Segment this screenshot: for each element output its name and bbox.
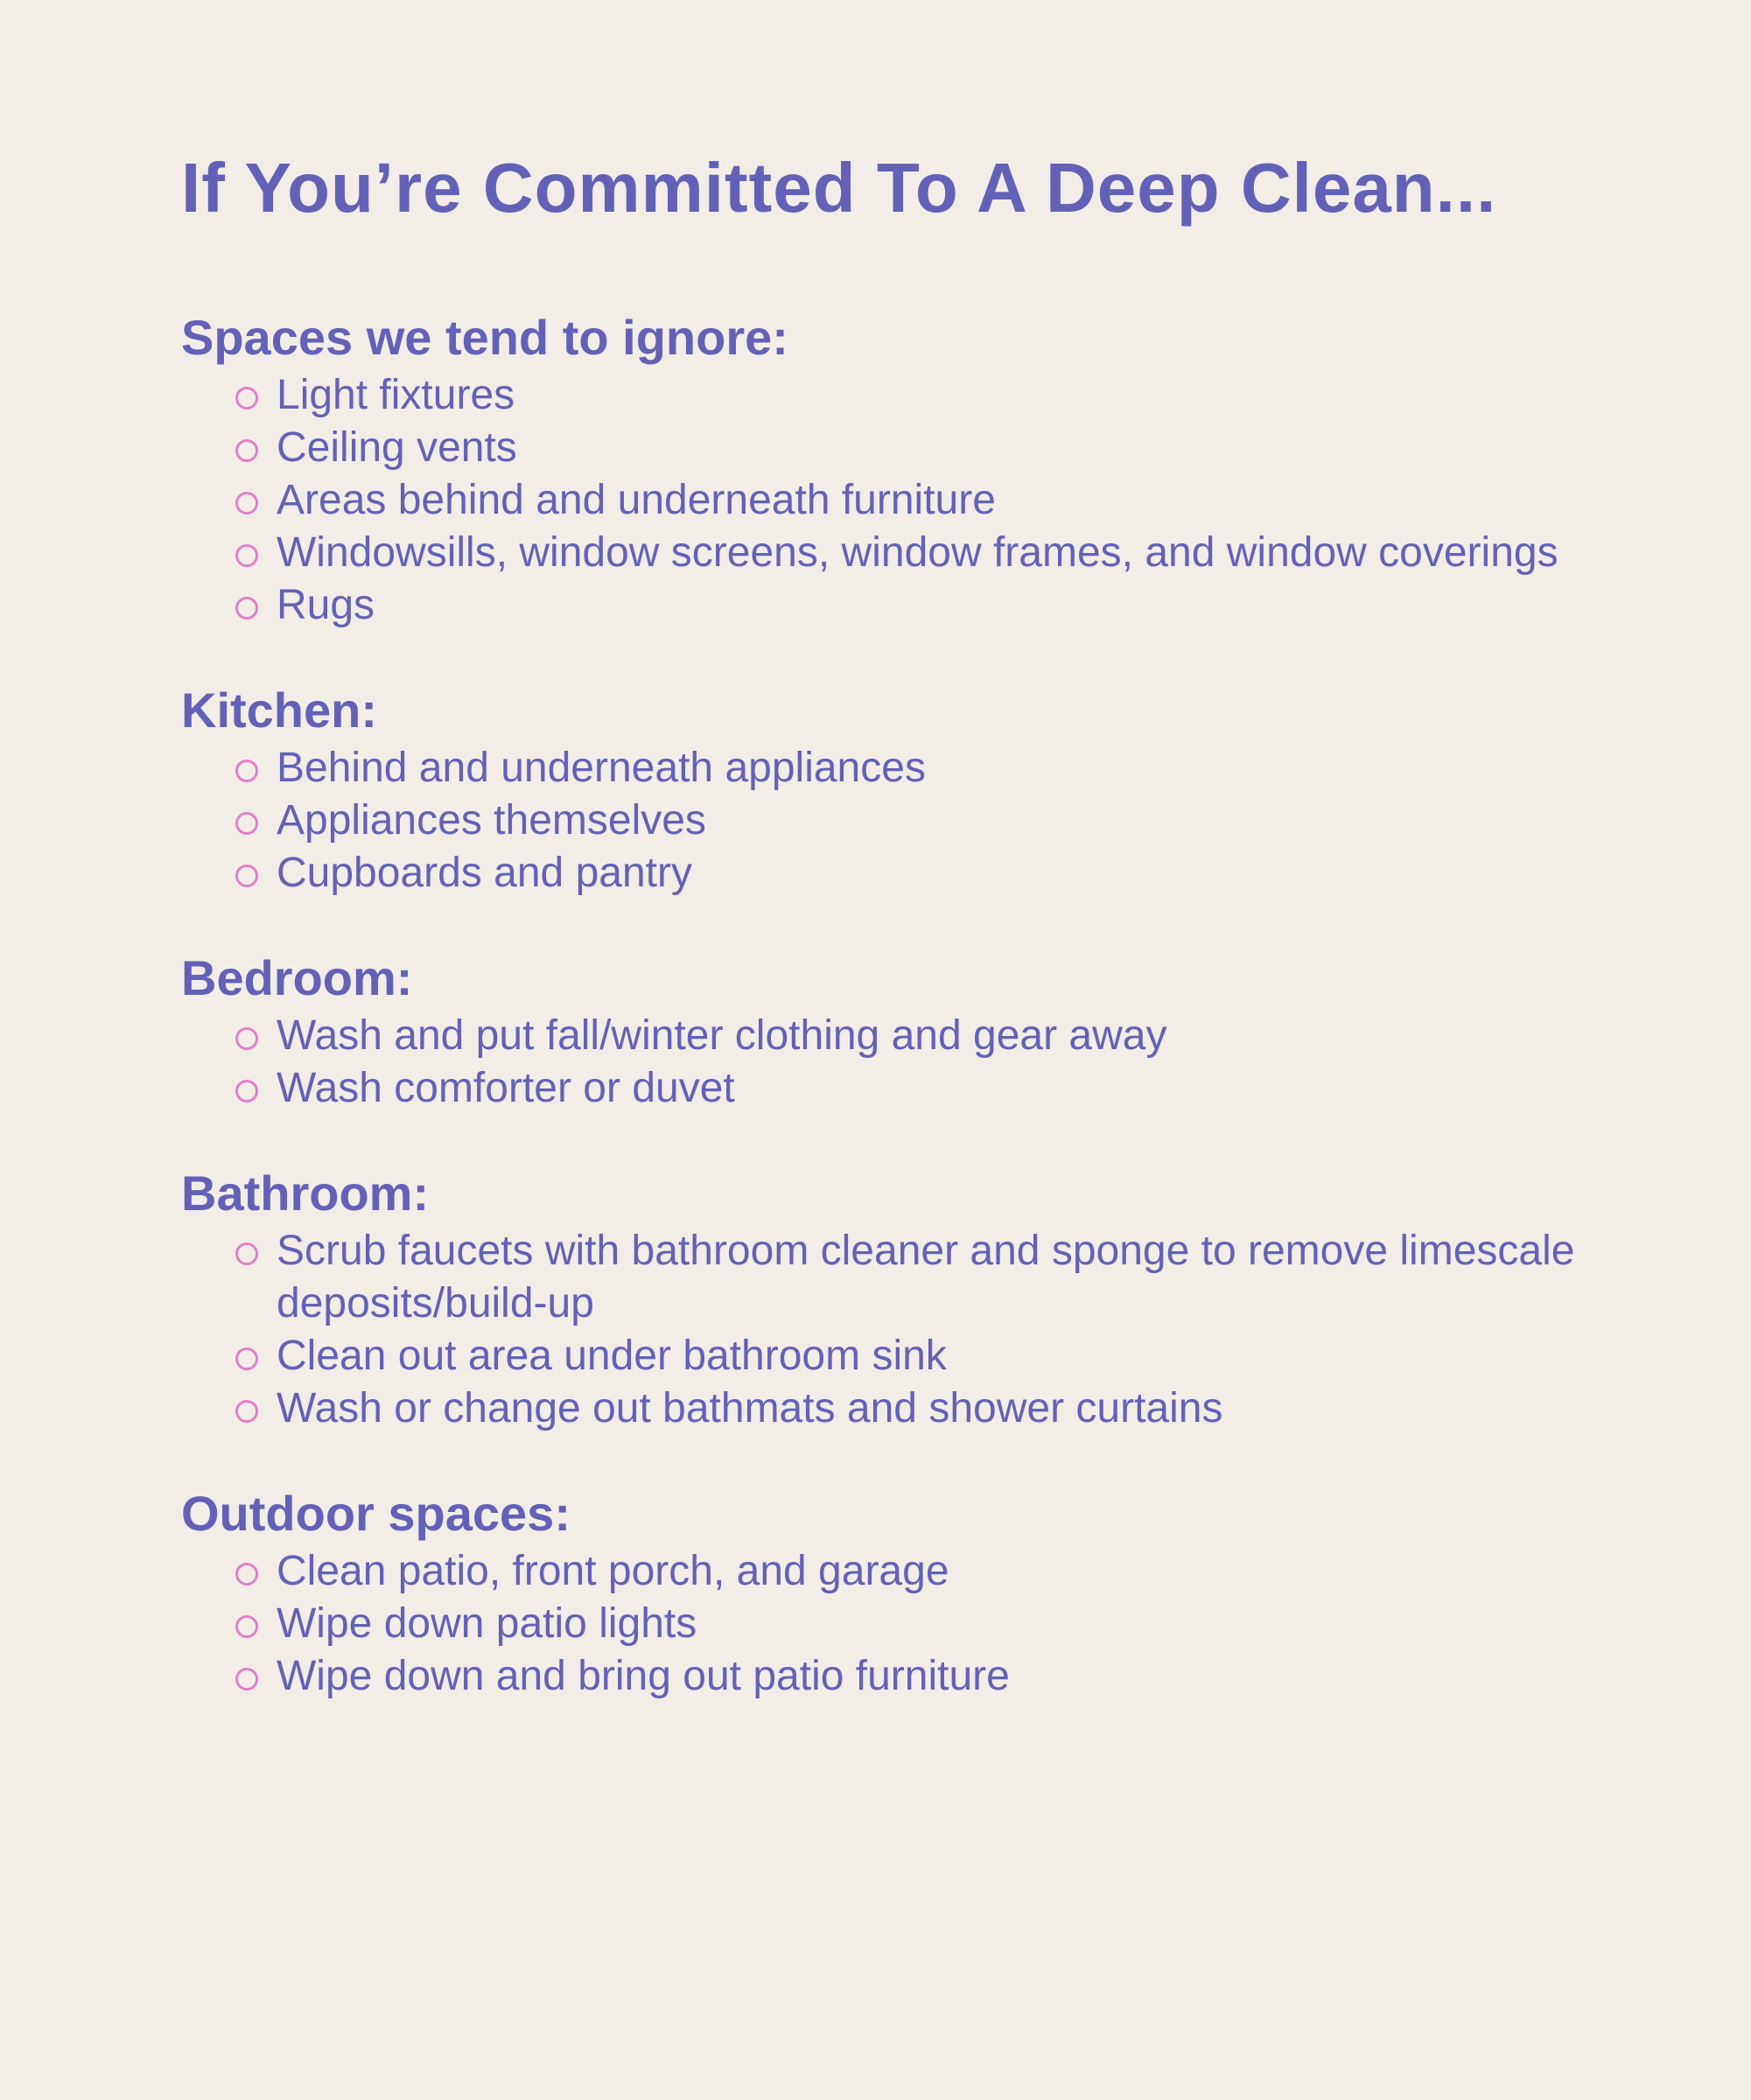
checklist-item-label: Ceiling vents bbox=[277, 424, 517, 471]
section-outdoor-spaces bbox=[181, 1482, 1620, 1703]
checklist-item bbox=[181, 1010, 1620, 1062]
checklist-item-label: Wash and put fall/winter clothing and gear away bbox=[277, 1012, 1167, 1059]
section-bathroom bbox=[181, 1162, 1620, 1435]
checklist-item bbox=[181, 1330, 1620, 1382]
circle-checkbox-icon[interactable] bbox=[235, 387, 258, 410]
checklist-item-label: Wash or change out bathmats and shower curtains bbox=[277, 1385, 1223, 1432]
checklist-item-label: Wash comforter or duvet bbox=[277, 1065, 735, 1111]
checklist bbox=[181, 1010, 1620, 1115]
checklist-item-label: Clean patio, front porch, and garage bbox=[277, 1548, 949, 1594]
circle-checkbox-icon[interactable] bbox=[235, 1348, 258, 1370]
circle-checkbox-icon[interactable] bbox=[235, 1242, 258, 1265]
checklist bbox=[181, 742, 1620, 900]
circle-checkbox-icon[interactable] bbox=[235, 864, 258, 887]
checklist-item bbox=[181, 847, 1620, 900]
circle-checkbox-icon[interactable] bbox=[235, 1615, 258, 1638]
checklist-item-label: Areas behind and underneath furniture bbox=[277, 477, 996, 523]
checklist-item bbox=[181, 794, 1620, 847]
checklist-item bbox=[181, 1382, 1620, 1435]
checklist-item-label: Light fixtures bbox=[277, 372, 515, 418]
checklist-item bbox=[181, 1650, 1620, 1703]
checklist-item bbox=[181, 579, 1620, 632]
checklist-item bbox=[181, 1598, 1620, 1650]
section-heading: Bathroom: bbox=[181, 1166, 430, 1221]
circle-checkbox-icon[interactable] bbox=[235, 1400, 258, 1423]
checklist-item-label: Scrub faucets with bathroom cleaner and sponge to remove limescale deposits/build-up bbox=[277, 1228, 1575, 1326]
checklist-item bbox=[181, 1225, 1620, 1330]
checklist-item bbox=[181, 474, 1620, 527]
checklist-item-label: Windowsills, window screens, window frames, and window coverings bbox=[277, 529, 1558, 576]
checklist-item bbox=[181, 527, 1620, 579]
section-heading: Bedroom: bbox=[181, 950, 413, 1005]
checklist bbox=[181, 369, 1620, 632]
circle-checkbox-icon[interactable] bbox=[235, 1563, 258, 1586]
circle-checkbox-icon[interactable] bbox=[235, 760, 258, 782]
checklist-item-label: Clean out area under bathroom sink bbox=[277, 1333, 947, 1379]
circle-checkbox-icon[interactable] bbox=[235, 1080, 258, 1102]
circle-checkbox-icon[interactable] bbox=[235, 1027, 258, 1050]
checklist-item-label: Behind and underneath appliances bbox=[277, 745, 926, 791]
checklist bbox=[181, 1225, 1620, 1435]
circle-checkbox-icon[interactable] bbox=[235, 544, 258, 567]
checklist-item-label: Appliances themselves bbox=[277, 797, 706, 844]
checklist bbox=[181, 1545, 1620, 1703]
checklist-item bbox=[181, 1545, 1620, 1598]
checklist-item-label: Cupboards and pantry bbox=[277, 850, 692, 896]
checklist-sections bbox=[181, 306, 1620, 1703]
checklist-item bbox=[181, 1062, 1620, 1115]
section-bedroom bbox=[181, 947, 1620, 1115]
section-spaces-we-tend-to-ignore bbox=[181, 306, 1620, 632]
checklist-item bbox=[181, 369, 1620, 422]
checklist-item bbox=[181, 742, 1620, 794]
checklist-item-label: Wipe down patio lights bbox=[277, 1600, 697, 1647]
circle-checkbox-icon[interactable] bbox=[235, 439, 258, 462]
checklist-item bbox=[181, 422, 1620, 474]
circle-checkbox-icon[interactable] bbox=[235, 492, 258, 514]
circle-checkbox-icon[interactable] bbox=[235, 1668, 258, 1690]
section-heading: Outdoor spaces: bbox=[181, 1486, 571, 1541]
circle-checkbox-icon[interactable] bbox=[235, 812, 258, 835]
section-kitchen bbox=[181, 679, 1620, 900]
section-heading: Kitchen: bbox=[181, 682, 377, 738]
page-title: If You’re Committed To A Deep Clean... bbox=[181, 149, 1497, 227]
checklist-item-label: Wipe down and bring out patio furniture bbox=[277, 1653, 1010, 1699]
circle-checkbox-icon[interactable] bbox=[235, 597, 258, 620]
section-heading: Spaces we tend to ignore: bbox=[181, 310, 788, 365]
checklist-item-label: Rugs bbox=[277, 582, 375, 628]
